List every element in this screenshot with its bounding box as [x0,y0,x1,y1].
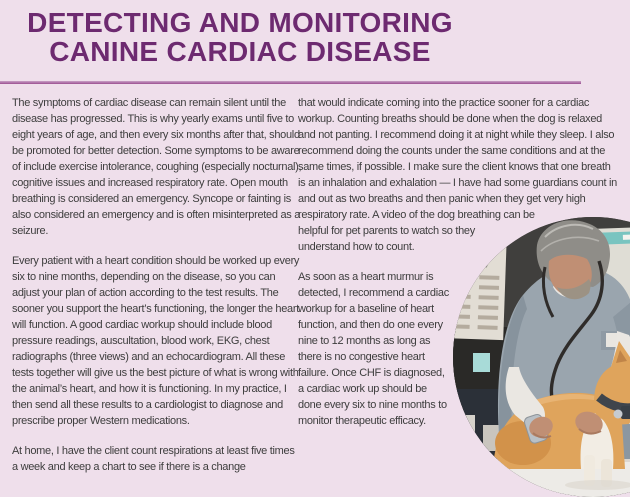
right-text-column [298,95,620,495]
photo-wrap-shape [298,95,620,495]
paragraph: The symptoms of cardiac disease can remain silent until the disease has progressed. This is why yearly exams until five to eight years of age, and then every six months after that, should be promoted for better detection. Some symptoms to be aware of include exercise intolerance, coughing (especially nocturnal), cognitive issues and increased respiratory rate. Open mouth breathing is considered an emergency. Syncope or fainting is also considered an emergency and is often misinterpreted as a seizure. [12,97,302,237]
paragraph: that would indicate coming into the practice sooner for a cardiac workup. Counting breaths should be done when the dog is relaxed and not panting. I recommend doing it at night while they sleep. I also recommend doing the counts under the same conditions and at the same times, if possible. I make sure the client knows that one breath is an inhalation and exhalation — I have had some guardians count in and out as two breaths and then panic when they get very high respiratory rate. A video of the dog breathing can be helpful for pet parents to watch so they understand how to count. [298,97,617,253]
vet-dog-photo [453,217,630,497]
page-title: DETECTING AND MONITORING CANINE CARDIAC DISEASE [27,7,453,67]
paragraph: As soon as a heart murmur is detected, I recommend a cardiac workup for a baseline of heart function, and then do one every nine to 12 months as long as there is no congestive heart failure. Once CHF is diagnosed, a cardiac work up should be done every six to nine months to monitor therapeutic efficacy. [298,271,449,427]
left-text-column [12,95,302,489]
paragraph: Every patient with a heart condition should be worked up every six to nine months, depending on the disease, so you can adjust your plan of action according to the test results. The sooner you support the heart’s functioning, the longer the heart will function. A good cardiac workup should include blood pressure readings, auscultation, blood work, EKG, chest radiographs (three views) and an echocardiogram. All these tests together will give us the best picture of what is wrong with the animal’s heart, and how it is functioning. In my practice, I then send all these results to a cardiologist to diagnose and prescribe proper Western medications. [12,255,300,427]
title-divider-rule [0,81,581,84]
paragraph: At home, I have the client count respirations at least five times a week and keep a chart to see if there is a change [12,445,295,473]
